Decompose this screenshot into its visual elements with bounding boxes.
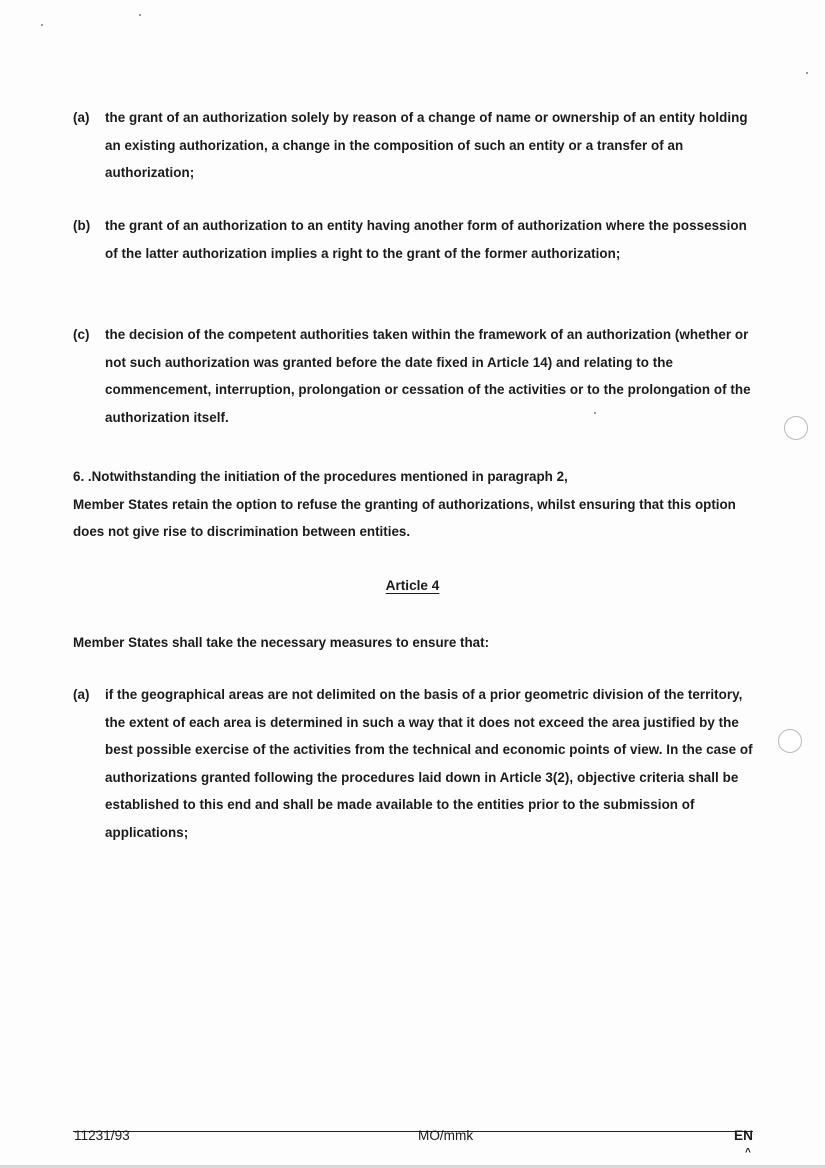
footer-initials: MO/mmk	[418, 1128, 474, 1143]
footer-doc-number: 11231/93	[74, 1128, 130, 1143]
article-heading-text: Article 4	[385, 578, 440, 593]
list-marker: (a)	[73, 687, 90, 702]
list-item-text: the grant of an authorization to an entity having another form of authorization where the possession of the latter authorization implies a right to the grant of the former authorization;	[105, 218, 747, 261]
scan-speck	[806, 72, 808, 74]
list-item-text: if the geographical areas are not delimited on the basis of a prior geometric division of the territory, the extent of each area is determined in such a way that it does not exceed the area justified by the best possible exercise of the activities from the technical and economic points of view. In the case of authorizations granted following the procedures laid down in Article 3(2), objective criteria shall be established to this end and shall be made available to the entities prior to the submission of applications;	[105, 687, 753, 840]
list-marker: (c)	[73, 327, 90, 342]
punch-hole	[784, 416, 808, 440]
scan-speck	[41, 24, 43, 26]
article-intro: Member States shall take the necessary measures to ensure that:	[73, 635, 490, 650]
footer-caret: ^	[745, 1147, 751, 1158]
footer-rule	[73, 1131, 753, 1132]
list-item-text: the grant of an authorization solely by reason of a change of name or ownership of an entity holding an existing authorization, a change in the composition of such an entity or a transfer of an authorization;	[105, 110, 748, 180]
article-heading	[0, 578, 825, 593]
list-item-a	[73, 104, 753, 187]
paragraph-6	[73, 463, 753, 546]
list-marker: (b)	[73, 218, 91, 233]
list-marker: (a)	[73, 110, 90, 125]
list-item-b	[73, 212, 753, 267]
paragraph-6-first-line: 6. .Notwithstanding the initiation of the procedures mentioned in paragraph 2,	[73, 469, 568, 484]
list-item-c	[73, 321, 753, 431]
list-item-text: the decision of the competent authorities taken within the framework of an authorization (whether or not such authorization was granted before the date fixed in Article 14) and relating to the commencement, interruption, prolongation or cessation of the activities or to the prolongation of the authorization itself.	[105, 327, 751, 425]
footer-language: EN	[734, 1128, 753, 1143]
punch-hole	[778, 729, 802, 753]
scan-speck	[594, 412, 596, 414]
article-list-item-a	[73, 681, 753, 846]
paragraph-6-text: Member States retain the option to refuse the granting of authorizations, whilst ensuring that this option does not give rise to discrimination between entities.	[73, 496, 736, 539]
scan-speck	[139, 14, 141, 16]
